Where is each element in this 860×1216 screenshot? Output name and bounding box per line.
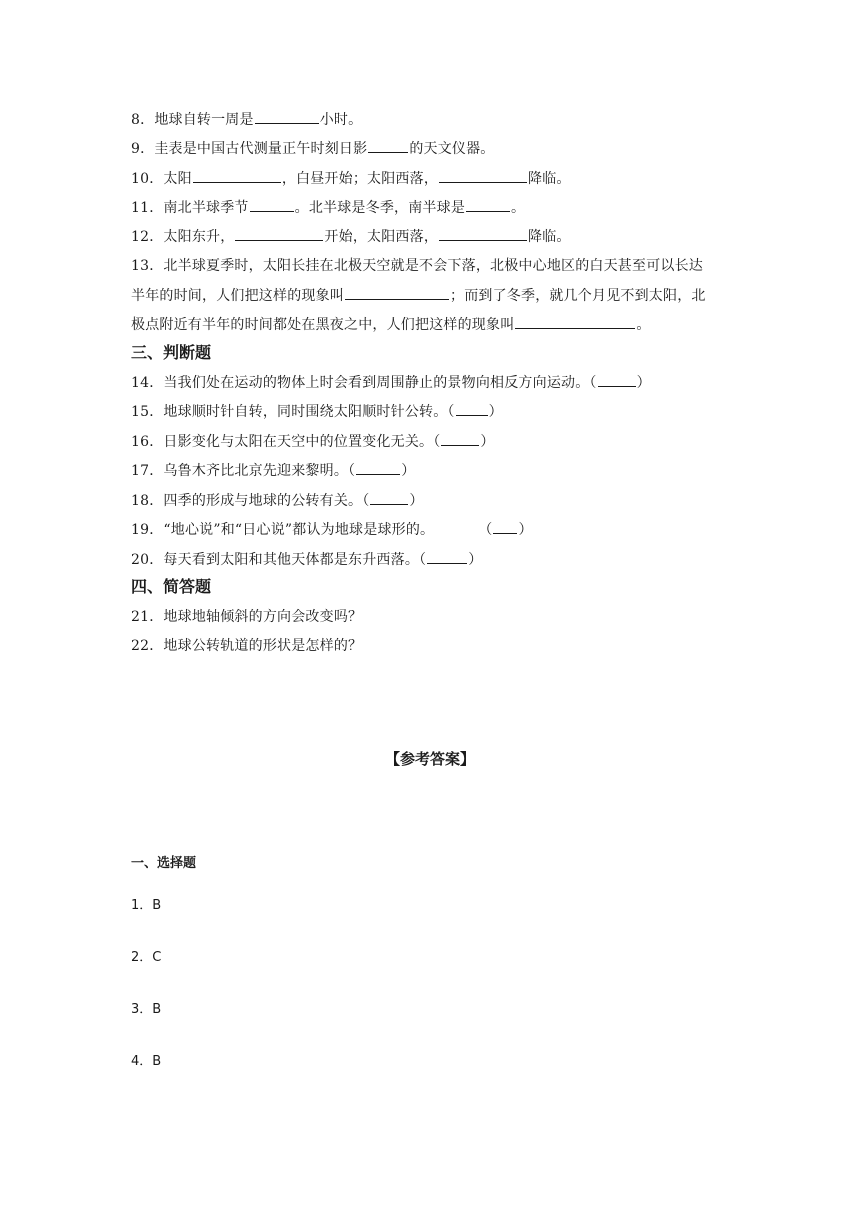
question-text: 。北半球是冬季，南半球是 bbox=[294, 200, 466, 216]
question-text: 地球公转轨道的形状是怎样的？ bbox=[163, 638, 363, 654]
question-13-line-2 bbox=[131, 285, 706, 306]
question-20 bbox=[131, 549, 482, 570]
answer-blank[interactable] bbox=[235, 226, 323, 241]
answer-blank[interactable] bbox=[598, 372, 636, 387]
answer-blank[interactable] bbox=[456, 401, 488, 416]
question-15 bbox=[131, 401, 503, 422]
answer-blank[interactable] bbox=[368, 138, 408, 153]
question-text: 半年的时间，人们把这样的现象叫 bbox=[131, 288, 344, 304]
question-text: 降临。 bbox=[528, 229, 571, 245]
question-text: 南北半球季节 bbox=[163, 200, 249, 216]
question-number: 21． bbox=[131, 609, 164, 625]
question-16 bbox=[131, 431, 495, 452]
question-text: 。 bbox=[636, 317, 651, 333]
answer-blank[interactable] bbox=[427, 549, 467, 564]
question-text: 太阳 bbox=[163, 171, 192, 187]
question-text: 乌鲁木齐比北京先迎来黎明。（ bbox=[163, 463, 356, 479]
answer-blank[interactable] bbox=[515, 314, 635, 329]
question-text: 圭表是中国古代测量正午时刻日影 bbox=[154, 141, 368, 157]
question-number: 12． bbox=[131, 229, 164, 245]
question-number: 15． bbox=[131, 404, 164, 420]
paren-close: ） bbox=[409, 493, 424, 509]
answer-blank[interactable] bbox=[250, 197, 294, 212]
question-text: 开始，太阳西落， bbox=[324, 229, 439, 245]
question-number: 19． bbox=[131, 522, 164, 538]
question-number: 20． bbox=[131, 552, 164, 568]
question-21 bbox=[131, 607, 362, 627]
paren-close: ） bbox=[468, 552, 483, 568]
question-number: 18． bbox=[131, 493, 164, 509]
question-text: 地球顺时针自转，同时围绕太阳顺时针公转。（ bbox=[163, 404, 455, 420]
question-number: 16． bbox=[131, 434, 164, 450]
question-18 bbox=[131, 490, 424, 511]
question-13-line-1 bbox=[131, 256, 703, 276]
paren-close: ） bbox=[636, 375, 651, 391]
paren-close: ） bbox=[480, 434, 495, 450]
answer-blank[interactable] bbox=[466, 197, 510, 212]
answer-item: 2．C bbox=[131, 950, 162, 965]
question-text: 降临。 bbox=[528, 171, 571, 187]
question-text: 当我们处在运动的物体上时会看到周围静止的景物向相反方向运动。（ bbox=[163, 375, 597, 391]
question-number: 17． bbox=[131, 463, 164, 479]
answer-blank[interactable] bbox=[193, 168, 281, 183]
question-text: 地球自转一周是 bbox=[154, 112, 254, 128]
answer-blank[interactable] bbox=[255, 109, 319, 124]
question-text: ；而到了冬季，就几个月见不到太阳，北 bbox=[450, 288, 706, 304]
answer-blank[interactable] bbox=[370, 490, 408, 505]
section-4-title: 四、简答题 bbox=[131, 577, 212, 596]
paren-close: ） bbox=[401, 463, 416, 479]
question-text: 每天看到太阳和其他天体都是东升西落。（ bbox=[163, 552, 427, 568]
question-12 bbox=[131, 226, 571, 247]
question-text: 小时。 bbox=[319, 112, 363, 128]
question-number: 9． bbox=[131, 141, 155, 157]
answer-blank[interactable] bbox=[356, 460, 400, 475]
section-3-title: 三、判断题 bbox=[131, 343, 212, 362]
answer-item: 3．B bbox=[131, 1002, 162, 1017]
answer-blank[interactable] bbox=[493, 519, 517, 534]
paren-close: ） bbox=[488, 404, 503, 420]
question-9 bbox=[131, 138, 495, 159]
question-11 bbox=[131, 197, 525, 218]
question-number: 8． bbox=[131, 112, 155, 128]
question-17 bbox=[131, 460, 415, 481]
question-number: 11． bbox=[131, 200, 164, 216]
answer-key-title: 【参考答案】 bbox=[384, 750, 475, 768]
question-10 bbox=[131, 168, 571, 189]
question-14 bbox=[131, 372, 651, 393]
answer-item: 4．B bbox=[131, 1054, 162, 1069]
question-19 bbox=[131, 519, 533, 540]
question-text: 太阳东升， bbox=[163, 229, 235, 245]
question-13-line-3 bbox=[131, 314, 651, 335]
question-22 bbox=[131, 636, 362, 656]
question-text: 日影变化与太阳在天空中的位置变化无关。（ bbox=[163, 434, 441, 450]
question-text: 。 bbox=[511, 200, 526, 216]
answer-blank[interactable] bbox=[441, 431, 479, 446]
paren-close: ） bbox=[518, 522, 533, 538]
question-text: 四季的形成与地球的公转有关。（ bbox=[163, 493, 370, 509]
answer-section-1-title: 一、选择题 bbox=[131, 856, 197, 871]
question-text: 极点附近有半年的时间都处在黑夜之中，人们把这样的现象叫 bbox=[131, 317, 515, 333]
question-text: ，白昼开始；太阳西落， bbox=[281, 171, 439, 187]
question-number: 14． bbox=[131, 375, 164, 391]
question-number: 22． bbox=[131, 638, 164, 654]
question-number: 10． bbox=[131, 171, 164, 187]
question-text: 13．北半球夏季时，太阳长挂在北极天空就是不会下落，北极中心地区的白天甚至可以长达 bbox=[131, 258, 704, 274]
question-8 bbox=[131, 109, 362, 130]
question-text: 的天文仪器。 bbox=[409, 141, 495, 157]
answer-blank[interactable] bbox=[439, 226, 527, 241]
answer-item: 1．B bbox=[131, 898, 162, 913]
question-text: 地球地轴倾斜的方向会改变吗？ bbox=[163, 609, 363, 625]
paren-open: （ bbox=[478, 522, 493, 538]
question-text: “地心说”和“日心说”都认为地球是球形的。 bbox=[163, 522, 435, 538]
answer-blank[interactable] bbox=[345, 285, 449, 300]
answer-blank[interactable] bbox=[439, 168, 527, 183]
